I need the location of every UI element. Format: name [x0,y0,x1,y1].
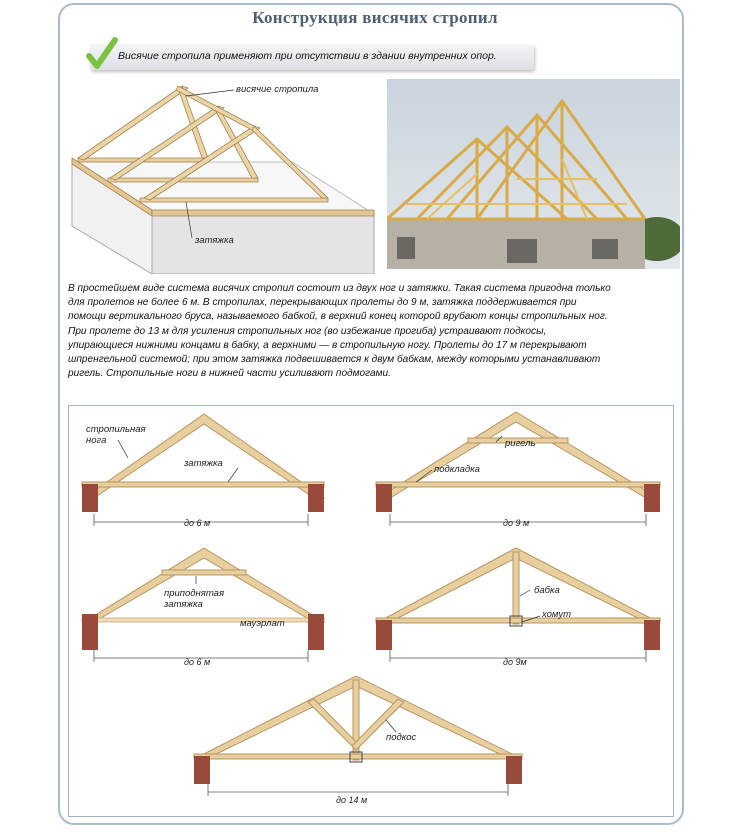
label-crossbar: ригель [505,438,536,449]
label-clamp: хомут [542,609,571,620]
diagram-raised-tie-truss [78,546,328,671]
label-rafter-leg-1: стропильная [86,424,146,435]
checkmark-icon [85,36,119,72]
building-front-wall [152,214,374,274]
paragraph-line: помощи вертикального бруса, называемого бабкой, в верхний конец которой врубают концы стропильных ног. [68,311,608,323]
label-hanging-rafters: висячие стропила [236,84,319,95]
span-d3: до 6 м [184,657,211,667]
paragraph-line: ригель. Стропильные ноги в нижней части усиливают подмогами. [68,368,391,380]
description-paragraph [68,282,684,381]
info-banner [90,44,534,70]
span-d1: до 6 м [184,518,211,528]
page-title: Конструкция висячих стропил [252,8,498,27]
label-king-post: бабка [534,585,560,596]
diagram-crossbar-truss [372,410,664,535]
rafter [78,86,188,160]
label-d1-tie: затяжка [184,458,223,469]
label-mauerlat: мауэрлат [240,618,285,629]
label-raised-tie-2: затяжка [164,599,203,610]
paragraph-line: для пролетов не более 6 м. В стропилах, перекрывающих пролеты до 9 м, затяжка поддерживается при [68,297,577,309]
label-strut: подкос [386,732,417,743]
diagram-king-post-truss [372,546,664,671]
span-d5: до 14 м [336,795,368,805]
paragraph-line: При пролете до 13 м для усиления стропильных ног (во избежание прогиба) устраивают подкосы, [68,325,547,337]
paragraph-line: В простейшем виде система висячих стропил состоит из двух ног и затяжки. Такая система пригодна только [68,283,611,294]
tie-beam [140,198,328,202]
label-tie: затяжка [195,235,234,246]
span-d2: до 9 м [503,518,530,528]
label-pad: подкладка [434,464,480,475]
paragraph-line: шпренгельной системой; при этом затяжка подвешивается к двум бабкам, между которыми устанавливают [68,353,601,365]
label-raised-tie-1: приподнятая [164,588,225,599]
roof-photo [387,79,680,269]
span-d4: до 9м [503,657,527,667]
paragraph-line: упирающиеся нижними концами в бабку, а верхними — в стропильную ногу. Пролеты до 17 м перекрывают [68,339,587,351]
label-rafter-leg-2: нога [86,435,107,446]
banner-text: Висячие стропила применяют при отсутствии в здании внутренних опор. [118,50,497,62]
diagram-strut-truss [190,672,526,802]
